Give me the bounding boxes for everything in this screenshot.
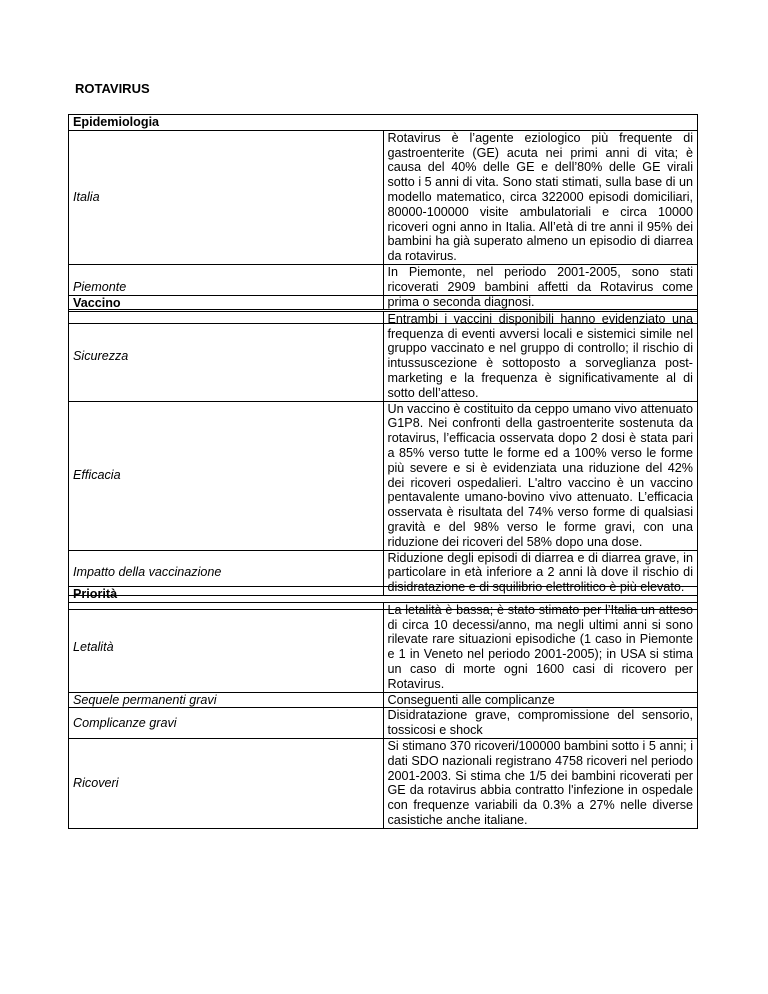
row-text-impatto: Riduzione degli episodi di diarrea e di diarrea grave, in particolare in età inferiore a 2 anni là dove il rischio di disidratazione e di squilibrio elettrolitico è più elevato. [383,550,698,595]
row-label-piemonte: Piemonte [69,264,384,309]
row-label-ricoveri: Ricoveri [69,738,384,828]
row-label-impatto: Impatto della vaccinazione [69,550,384,595]
row-label-sequele: Sequele permanenti gravi [69,692,384,708]
row-text-sicurezza: Entrambi i vaccini disponibili hanno evidenziato una frequenza di eventi avversi locali e sistemici simile nel gruppo vaccinato e nel gruppo di controllo; il rischio di intussuscezione è sottoposto a sorveglianza post-marketing e la frequenza è significativamente al di sotto dell’atteso. [383,311,698,401]
row-label-italia: Italia [69,130,384,264]
priorita-table [68,586,698,829]
row-text-complicanze: Disidratazione grave, compromissione del sensorio, tossicosi e shock [383,708,698,739]
row-text-italia: Rotavirus è l’agente eziologico più frequente di gastroenterite (GE) acuta nei primi anni di vita; è causa del 40% delle GE e dell’80% delle GE virali sotto i 5 anni di vita. Sono stati stimati, sulla base di un modello matematico, circa 322000 episodi domiciliari, 80000-100000 visite ambulatoriali e circa 10000 ricoveri ogni anno in Italia. All’età di tre anni il 95% dei bambini ha già superato almeno un episodio di diarrea da rotavirus. [383,130,698,264]
row-label-letalita: Letalità [69,602,384,692]
row-text-piemonte: In Piemonte, nel periodo 2001-2005, sono stati ricoverati 2909 bambini affetti da Rotavirus come prima o seconda diagnosi. [383,264,698,309]
row-label-efficacia: Efficacia [69,401,384,550]
vaccino-table [68,295,698,610]
document-title: ROTAVIRUS [75,81,150,96]
row-label-sicurezza: Sicurezza [69,311,384,401]
row-text-letalita: La letalità è bassa; è stato stimato per l’Italia un atteso di circa 10 decessi/anno, ma negli ultimi anni si sono rilevate rare situazioni episodiche (1 caso in Piemonte e 1 in Veneto nel periodo 2001-2005); in USA si stima un caso di morte ogni 1600 casi di ricovero per Rotavirus. [383,602,698,692]
section-heading-epidemiologia: Epidemiologia [69,115,698,131]
row-label-complicanze: Complicanze gravi [69,708,384,739]
row-text-ricoveri: Si stimano 370 ricoveri/100000 bambini sotto i 5 anni; i dati SDO nazionali registrano 4758 ricoveri nel periodo 2001-2003. Si stima che 1/5 dei bambini ricoverati per GE da rotavirus abbia contratto l'infezione in ospedale con frequenze variabili da 0.3% a 27% nelle diverse casistiche anche italiane. [383,738,698,828]
section-heading-priorita: Priorità [69,587,698,603]
row-text-efficacia: Un vaccino è costituito da ceppo umano vivo attenuato G1P8. Nei confronti della gastroenterite sostenuta da rotavirus, l’efficacia osservata dopo 2 dosi è stata pari a 85% verso tutte le forme ed a 100% verso le forme più severe e si è evidenziata una riduzione del 42% dei ricoveri ospedalieri. L'altro vaccino è un vaccino pentavalente umano-bovino vivo attenuato. L’efficacia osservata è risultata del 74% verso forme di qualsiasi gravità e del 98% verso le forme gravi, con una riduzione dei ricoveri del 58% dopo una dose. [383,401,698,550]
epidemiologia-table [68,114,698,324]
section-heading-vaccino: Vaccino [69,296,698,312]
row-text-sequele: Conseguenti alle complicanze [383,692,698,708]
